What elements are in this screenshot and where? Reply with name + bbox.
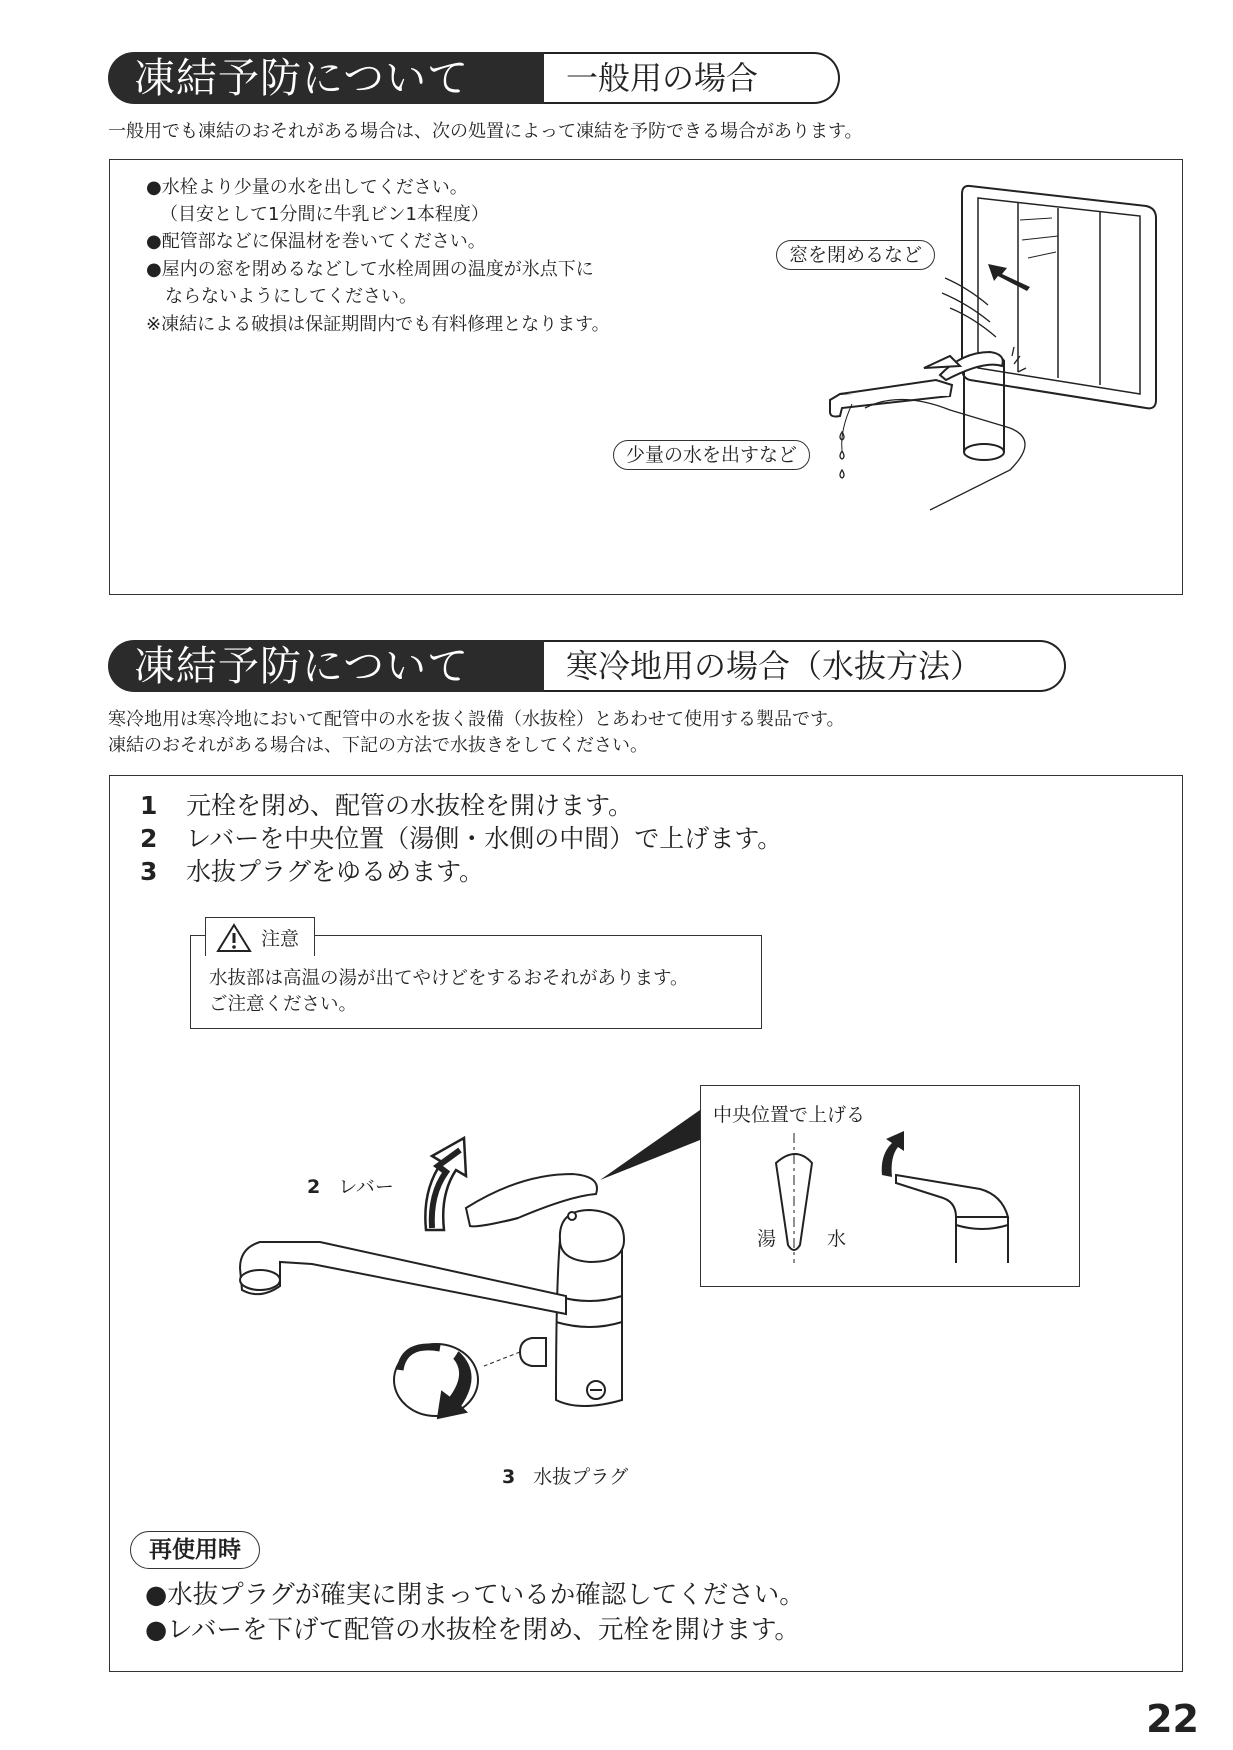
- step-text: レバーを中央位置（湯側・水側の中間）で上げます。: [186, 824, 783, 853]
- tip-line: ●配管部などに保温材を巻いてください。: [146, 231, 486, 252]
- cold-label: 水: [827, 1228, 847, 1250]
- reuse-item: ●レバーを下げて配管の水抜栓を閉め、元栓を開けます。: [145, 1615, 800, 1645]
- tip-line: （目安として1分間に牛乳ビン1本程度）: [160, 204, 489, 225]
- reuse-title: 再使用時: [130, 1531, 260, 1569]
- step-number: 2: [140, 824, 158, 853]
- caution-line: 水抜部は高温の湯が出てやけどをするおそれがあります。: [209, 968, 689, 989]
- lever-side-view-icon: [896, 1175, 1008, 1263]
- window-icon: [962, 186, 1156, 408]
- section2-intro-line1: 寒冷地用は寒冷地において配管中の水を抜く設備（水抜栓）とあわせて使用する製品です。: [108, 709, 845, 730]
- arrow-icon: [988, 264, 1030, 291]
- warning-icon: [216, 923, 252, 953]
- step-number: 1: [140, 791, 158, 820]
- up-arrow-icon: [882, 1131, 904, 1177]
- section2-title: 凍結予防について: [108, 640, 544, 692]
- caution-tab: [205, 917, 315, 956]
- step-text: 元栓を閉め、配管の水抜栓を開けます。: [186, 791, 634, 820]
- lever-position-inset: [700, 1085, 1080, 1285]
- caution-line: ご注意ください。: [209, 994, 358, 1015]
- step-text: 水抜プラグをゆるめます。: [186, 857, 485, 886]
- section2-intro-line2: 凍結のおそれがある場合は、下記の方法で水抜きをしてください。: [108, 735, 648, 756]
- section1-intro: 一般用でも凍結のおそれがある場合は、次の処置によって凍結を予防できる場合があります。: [108, 121, 863, 142]
- tip-note: ※凍結による破損は保証期間内でも有料修理となります。: [146, 314, 610, 335]
- lever-label: 2 レバー: [307, 1176, 394, 1198]
- section1-title: 凍結予防について: [108, 52, 544, 104]
- reuse-item: ●水抜プラグが確実に閉まっているか確認してください。: [145, 1580, 805, 1610]
- page-number: 22: [1146, 1697, 1199, 1741]
- caution-label: 注意: [261, 928, 300, 950]
- section2-subtitle: 寒冷地用の場合（水抜方法）: [538, 640, 1066, 692]
- step-item: [140, 789, 782, 822]
- wind-lines: [942, 278, 996, 337]
- label-close-window: 窓を閉めるなど: [776, 240, 935, 270]
- tip-line: ならないようにしてください。: [165, 286, 417, 307]
- steps-list: [140, 789, 782, 888]
- tip-line: ●屋内の窓を閉めるなどして水栓周囲の温度が氷点下に: [146, 259, 594, 280]
- callout-pointer: [600, 1110, 710, 1190]
- reuse-items: [145, 1578, 805, 1648]
- rotate-arrow-icon: [394, 1344, 478, 1418]
- step-item: [140, 822, 782, 855]
- inset-title: 中央位置で上げる: [713, 1104, 866, 1126]
- plug-label: 3 水抜プラグ: [502, 1466, 629, 1488]
- section1-subtitle: 一般用の場合: [538, 52, 840, 104]
- step-item: [140, 855, 782, 888]
- step-number: 3: [140, 857, 158, 886]
- hot-label: 湯: [757, 1228, 777, 1250]
- label-small-water: 少量の水を出すなど: [613, 440, 810, 470]
- tip-line: ●水栓より少量の水を出してください。: [146, 177, 468, 198]
- caution-text: [209, 966, 689, 1018]
